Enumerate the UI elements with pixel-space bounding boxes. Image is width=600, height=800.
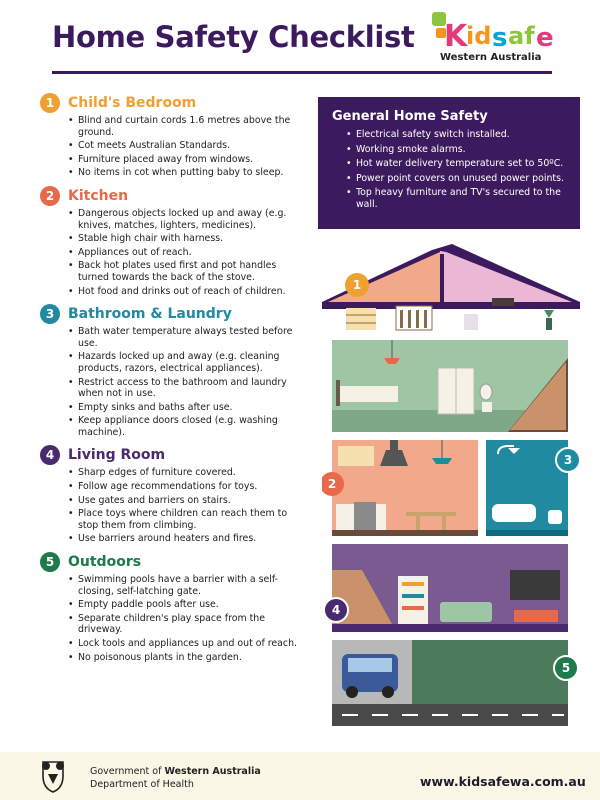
list-item: • Use barriers around heaters and fires. — [68, 533, 305, 545]
list-item: • Back hot plates used first and pot handles turned towards the back of the stove. — [68, 260, 305, 283]
checklist — [40, 92, 305, 669]
footer — [0, 752, 600, 800]
section-title: Outdoors — [68, 554, 142, 571]
government-crest-icon — [36, 758, 70, 794]
section-number-badge: 5 — [40, 552, 60, 572]
government-name: Government of Western Australia — [90, 766, 261, 777]
section-kitchen — [40, 185, 305, 297]
house-illustration — [322, 240, 580, 740]
svg-text:id: id — [466, 22, 492, 50]
section-bathroom-laundry — [40, 303, 305, 438]
list-item: • Sharp edges of furniture covered. — [68, 467, 305, 479]
list-item: • Furniture placed away from windows. — [68, 154, 305, 166]
list-item: • Empty sinks and baths after use. — [68, 402, 305, 414]
section-number-badge: 3 — [40, 304, 60, 324]
list-item: • Swimming pools have a barrier with a self-closing, self-latching gate. — [68, 574, 305, 597]
general-safety-title: General Home Safety — [332, 109, 488, 124]
title-divider — [52, 71, 552, 74]
room-marker-label: 5 — [561, 661, 571, 675]
list-item: • Place toys where children can reach them to stop them from climbing. — [68, 508, 305, 531]
svg-text:e: e — [536, 23, 554, 53]
section-living-room — [40, 444, 305, 545]
room-marker-label: 3 — [563, 453, 573, 467]
room-marker-3 — [556, 448, 580, 472]
section-title: Bathroom & Laundry — [68, 306, 232, 323]
list-item: • Dangerous objects locked up and away (e.g. knives, matches, lighters, medicines). — [68, 208, 305, 231]
general-safety-box — [318, 97, 580, 229]
list-item: • Electrical safety switch installed. — [346, 129, 572, 141]
list-item: • Working smoke alarms. — [346, 144, 572, 156]
logo-letter-k: K — [444, 19, 468, 54]
bathroom-scene — [486, 440, 568, 536]
svg-text:s: s — [492, 23, 508, 53]
list-item: • Follow age recommendations for toys. — [68, 481, 305, 493]
upstairs-room — [332, 340, 568, 432]
website-link[interactable]: www.kidsafewa.com.au — [420, 774, 586, 789]
list-item: • No items in cot when putting baby to sleep. — [68, 167, 305, 179]
list-item: • Stable high chair with harness. — [68, 233, 305, 245]
list-item: • Power point covers on unused power points. — [346, 173, 572, 185]
list-item: • Appliances out of reach. — [68, 247, 305, 259]
logo-subtitle: Western Australia — [440, 52, 542, 63]
list-item: • No poisonous plants in the garden. — [68, 652, 305, 664]
svg-text:af: af — [508, 22, 535, 50]
section-number-badge: 1 — [40, 93, 60, 113]
list-item: • Bath water temperature always tested before use. — [68, 326, 305, 349]
room-marker-label: 4 — [331, 603, 341, 617]
room-marker-5 — [554, 656, 578, 680]
living-room-scene — [332, 544, 568, 632]
list-item: • Separate children's play space from the driveway. — [68, 613, 305, 636]
header — [0, 0, 600, 80]
kitchen-scene — [332, 440, 478, 536]
list-item: • Hot food and drinks out of reach of children. — [68, 286, 305, 298]
garage-scene — [332, 640, 571, 726]
section-title: Living Room — [68, 447, 166, 464]
section-outdoors — [40, 551, 305, 663]
list-item: • Blind and curtain cords 1.6 metres above the ground. — [68, 115, 305, 138]
list-item: • Hot water delivery temperature set to 50ºC. — [346, 158, 572, 170]
list-item: • Lock tools and appliances up and out of reach. — [68, 638, 305, 650]
section-title: Child's Bedroom — [68, 95, 197, 111]
room-marker-label: 2 — [327, 477, 337, 491]
section-number-badge: 4 — [40, 445, 60, 465]
section-number-badge: 2 — [40, 186, 60, 206]
list-item: • Use gates and barriers on stairs. — [68, 495, 305, 507]
room-marker-1 — [345, 273, 369, 297]
list-item: • Restrict access to the bathroom and laundry when not in use. — [68, 377, 305, 400]
list-item: • Cot meets Australian Standards. — [68, 140, 305, 152]
room-marker-label: 1 — [352, 278, 362, 292]
list-item: • Empty paddle pools after use. — [68, 599, 305, 611]
page-title: Home Safety Checklist — [52, 20, 415, 54]
room-marker-4 — [324, 598, 348, 622]
list-item: • Top heavy furniture and TV's secured to the wall. — [346, 187, 572, 210]
list-item: • Hazards locked up and away (e.g. cleaning products, razors, electrical appliances). — [68, 351, 305, 374]
list-item: • Keep appliance doors closed (e.g. washing machine). — [68, 415, 305, 438]
section-title: Kitchen — [68, 187, 129, 204]
section-childs-bedroom — [40, 92, 305, 179]
department-name: Department of Health — [90, 779, 194, 790]
